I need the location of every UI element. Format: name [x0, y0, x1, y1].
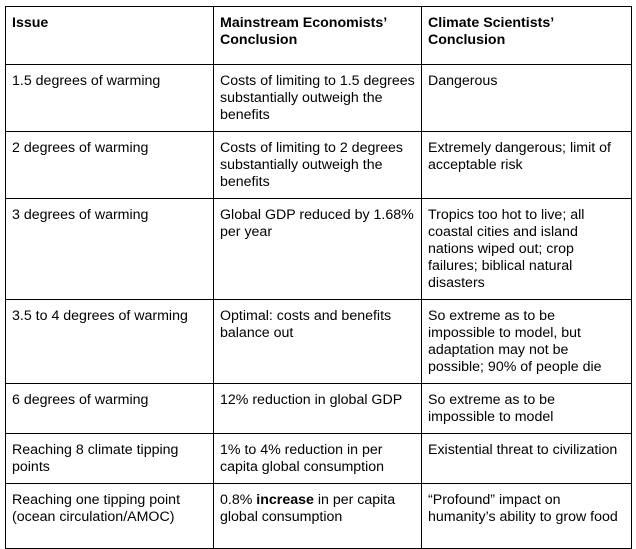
scientists-cell: “Profound” impact on humanity’s ability to grow food — [422, 484, 632, 549]
table-row — [6, 199, 632, 300]
comparison-table — [5, 6, 632, 549]
table-row — [6, 384, 632, 434]
economists-cell: Costs of limiting to 2 degrees substantially outweigh the benefits — [214, 132, 422, 199]
issue-cell: Reaching one tipping point (ocean circulation/AMOC) — [6, 484, 214, 549]
issue-cell: 2 degrees of warming — [6, 132, 214, 199]
table-row — [6, 300, 632, 384]
table-row — [6, 65, 632, 132]
issue-cell: 3.5 to 4 degrees of warming — [6, 300, 214, 384]
scientists-cell: So extreme as to be impossible to model — [422, 384, 632, 434]
table-row — [6, 434, 632, 484]
table-header-row — [6, 7, 632, 65]
economists-text-pre: 0.8% — [220, 492, 253, 508]
header-economists-conclusion: Mainstream Economists’ Conclusion — [214, 7, 422, 65]
economists-text-emphasis: increase — [256, 492, 314, 508]
issue-cell: 3 degrees of warming — [6, 199, 214, 300]
economists-text-post: in per capita global consumption — [220, 492, 396, 525]
scientists-cell: So extreme as to be impossible to model, but adaptation may not be possible; 90% of people die — [422, 300, 632, 384]
header-issue: Issue — [6, 7, 214, 65]
economists-cell: 12% reduction in global GDP — [214, 384, 422, 434]
scientists-cell: Tropics too hot to live; all coastal cities and island nations wiped out; crop failures; biblical natural disasters — [422, 199, 632, 300]
issue-cell: 1.5 degrees of warming — [6, 65, 214, 132]
economists-cell: Costs of limiting to 1.5 degrees substantially outweigh the benefits — [214, 65, 422, 132]
scientists-cell: Existential threat to civilization — [422, 434, 632, 484]
header-scientists-conclusion: Climate Scientists’ Conclusion — [422, 7, 632, 65]
economists-cell: 1% to 4% reduction in per capita global consumption — [214, 434, 422, 484]
scientists-cell: Dangerous — [422, 65, 632, 132]
table-row — [6, 132, 632, 199]
scientists-cell: Extremely dangerous; limit of acceptable risk — [422, 132, 632, 199]
economists-cell: Global GDP reduced by 1.68% per year — [214, 199, 422, 300]
issue-cell: 6 degrees of warming — [6, 384, 214, 434]
economists-cell: Optimal: costs and benefits balance out — [214, 300, 422, 384]
issue-cell: Reaching 8 climate tipping points — [6, 434, 214, 484]
